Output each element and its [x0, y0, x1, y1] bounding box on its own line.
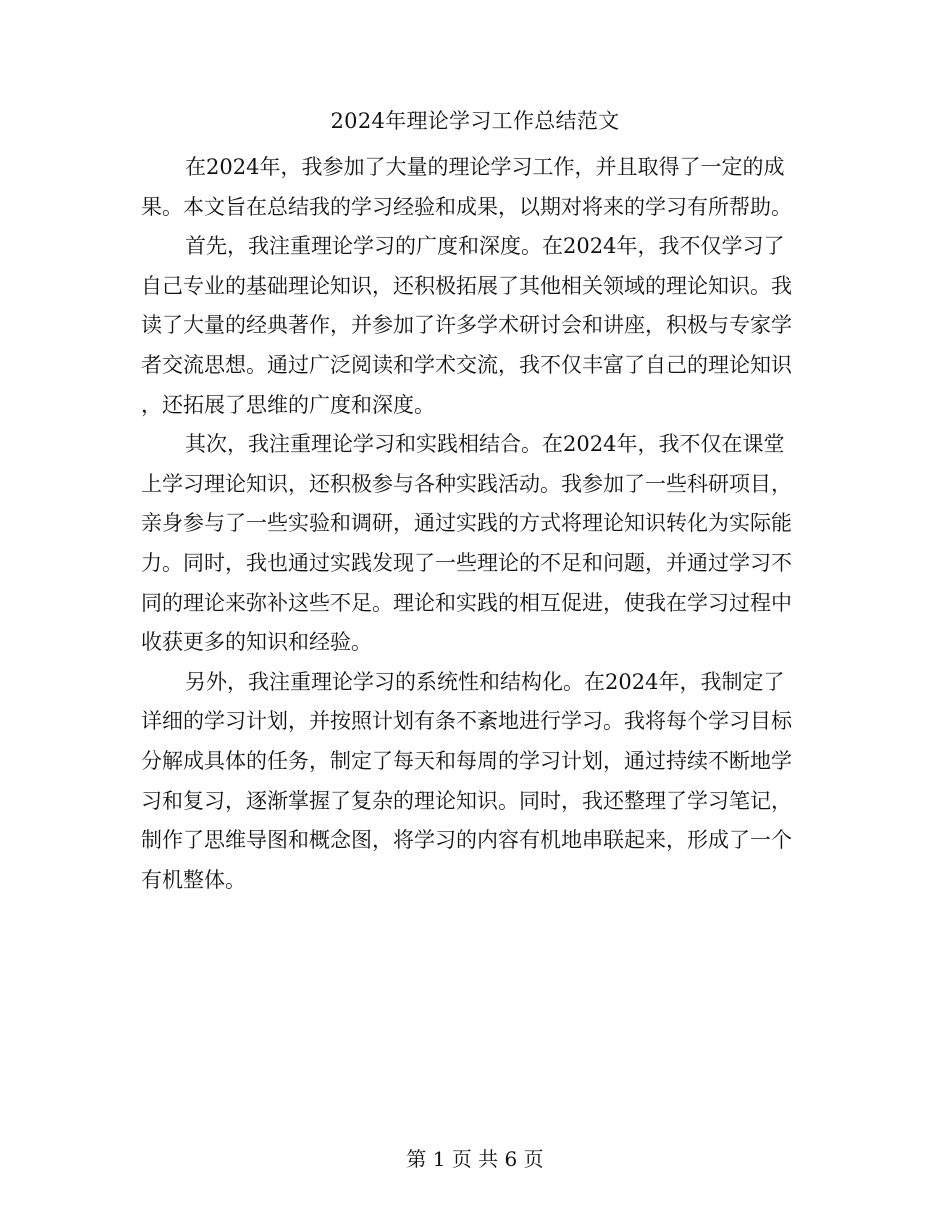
page-number-footer: 第 1 页 共 6 页	[406, 1147, 544, 1171]
document-title: 2024年理论学习工作总结范文	[330, 109, 620, 133]
paragraph-systematic-study: 另外，我注重理论学习的系统性和结构化。在2024年，我制定了详细的学习计划，并按照计划有条不紊地进行学习。我将每个学习目标分解成具体的任务，制定了每天和每周的学习计划，通过持续不断地学习和复习，逐渐掌握了复杂的理论知识。同时，我还整理了学习笔记，制作了思维导图和概念图，将学习的内容有机地串联起来，形成了一个有机整体。	[141, 669, 792, 892]
paragraph-breadth-depth: 首先，我注重理论学习的广度和深度。在2024年，我不仅学习了自己专业的基础理论知识，还积极拓展了其他相关领域的理论知识。我读了大量的经典著作，并参加了许多学术研讨会和讲座，积极与专家学者交流思想。通过广泛阅读和学术交流，我不仅丰富了自己的理论知识，还拓展了思维的广度和深度。	[141, 234, 792, 417]
paragraph-intro: 在2024年，我参加了大量的理论学习工作，并且取得了一定的成果。本文旨在总结我的学习经验和成果，以期对将来的学习有所帮助。	[141, 155, 792, 219]
paragraph-theory-practice: 其次，我注重理论学习和实践相结合。在2024年，我不仅在课堂上学习理论知识，还积极参与各种实践活动。我参加了一些科研项目，亲身参与了一些实验和调研，通过实践的方式将理论知识转化为实际能力。同时，我也通过实践发现了一些理论的不足和问题，并通过学习不同的理论来弥补这些不足。理论和实践的相互促进，使我在学习过程中收获更多的知识和经验。	[141, 432, 792, 655]
document-body	[141, 148, 805, 900]
